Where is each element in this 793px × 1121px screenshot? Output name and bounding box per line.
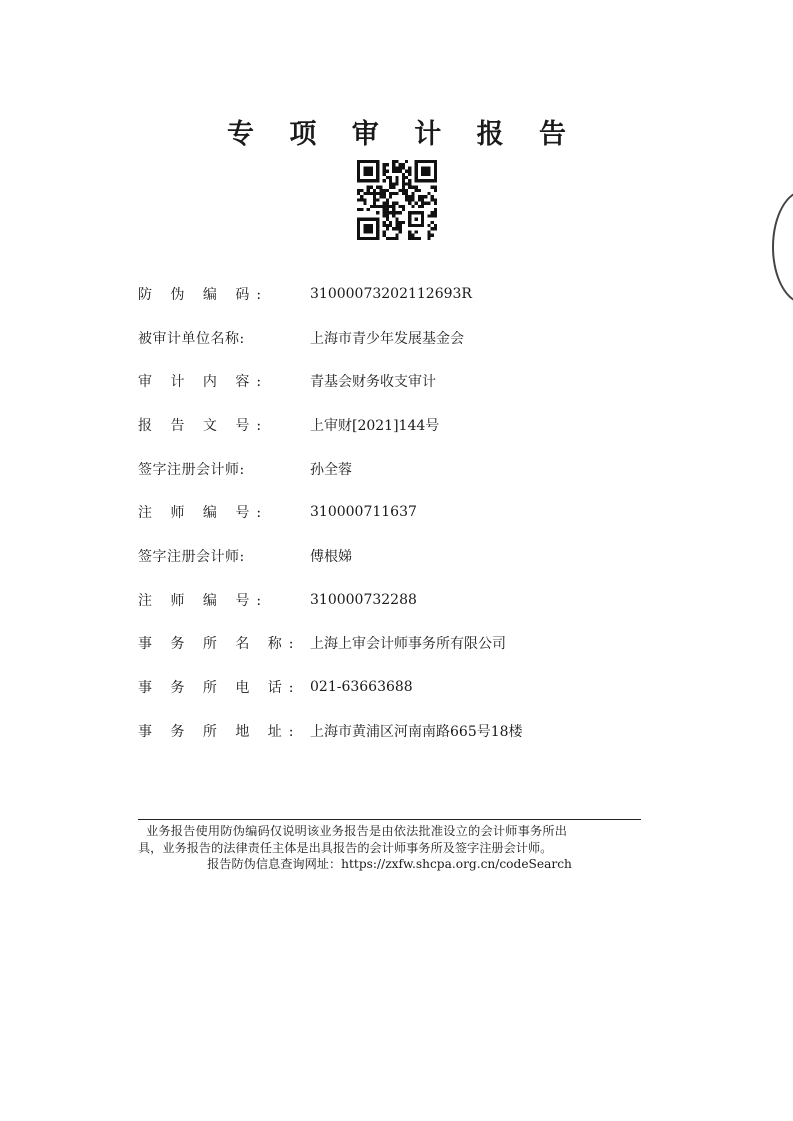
field-label: 注 师 编 号: xyxy=(138,592,269,609)
field-value: 上海市青少年发展基金会 xyxy=(310,330,464,347)
field-row-firm-name xyxy=(138,622,698,666)
field-value: 上审财[2021]144号 xyxy=(310,417,440,434)
field-label: 被审计单位名称: xyxy=(138,330,245,347)
field-row-cpa-number-2 xyxy=(138,578,698,622)
field-value: 傅根娣 xyxy=(310,548,352,565)
field-row-audited-entity xyxy=(138,316,698,360)
field-row-cpa-number-1 xyxy=(138,490,698,534)
field-value: 310000732288 xyxy=(310,591,417,608)
report-title: 专 项 审 计 报 告 xyxy=(227,119,579,150)
field-value: 青基会财务收支审计 xyxy=(310,374,436,391)
field-label: 防 伪 编 码: xyxy=(138,286,269,303)
note-line-3: 报告防伪信息查询网址：https://zxfw.shcpa.org.cn/codeSearch xyxy=(207,857,572,871)
field-row-firm-address xyxy=(138,709,698,753)
field-row-anti-fake-code xyxy=(138,272,698,316)
field-label: 事 务 所 电 话: xyxy=(138,680,301,697)
field-value: 310000711637 xyxy=(310,504,417,521)
note-line-1: 业务报告使用防伪编码仅说明该业务报告是由依法批准设立的会计师事务所出 xyxy=(146,824,568,838)
field-row-firm-phone xyxy=(138,665,698,709)
qr-code xyxy=(357,160,437,240)
field-row-signing-cpa-2 xyxy=(138,534,698,578)
seal-edge xyxy=(772,190,793,304)
field-value: 上海上审会计师事务所有限公司 xyxy=(310,636,506,653)
field-label: 签字注册会计师: xyxy=(138,461,245,478)
field-value: 孙全蓉 xyxy=(310,461,352,478)
field-row-audit-content xyxy=(138,359,698,403)
field-label: 事 务 所 地 址: xyxy=(138,723,301,740)
field-label: 注 师 编 号: xyxy=(138,505,269,522)
verification-note xyxy=(138,819,641,873)
field-value: 021-63663688 xyxy=(310,679,413,696)
field-row-signing-cpa-1 xyxy=(138,447,698,491)
field-label: 审 计 内 容: xyxy=(138,374,269,391)
field-label: 报 告 文 号: xyxy=(138,417,269,434)
field-label: 签字注册会计师: xyxy=(138,548,245,565)
field-value: 31000073202112693R xyxy=(310,285,472,302)
report-fields xyxy=(138,272,698,753)
note-line-2: 具，业务报告的法律责任主体是出具报告的会计师事务所及签字注册会计师。 xyxy=(138,840,553,855)
field-value: 上海市黄浦区河南南路665号18楼 xyxy=(310,723,523,740)
field-row-report-number xyxy=(138,403,698,447)
field-label: 事 务 所 名 称: xyxy=(138,636,301,653)
